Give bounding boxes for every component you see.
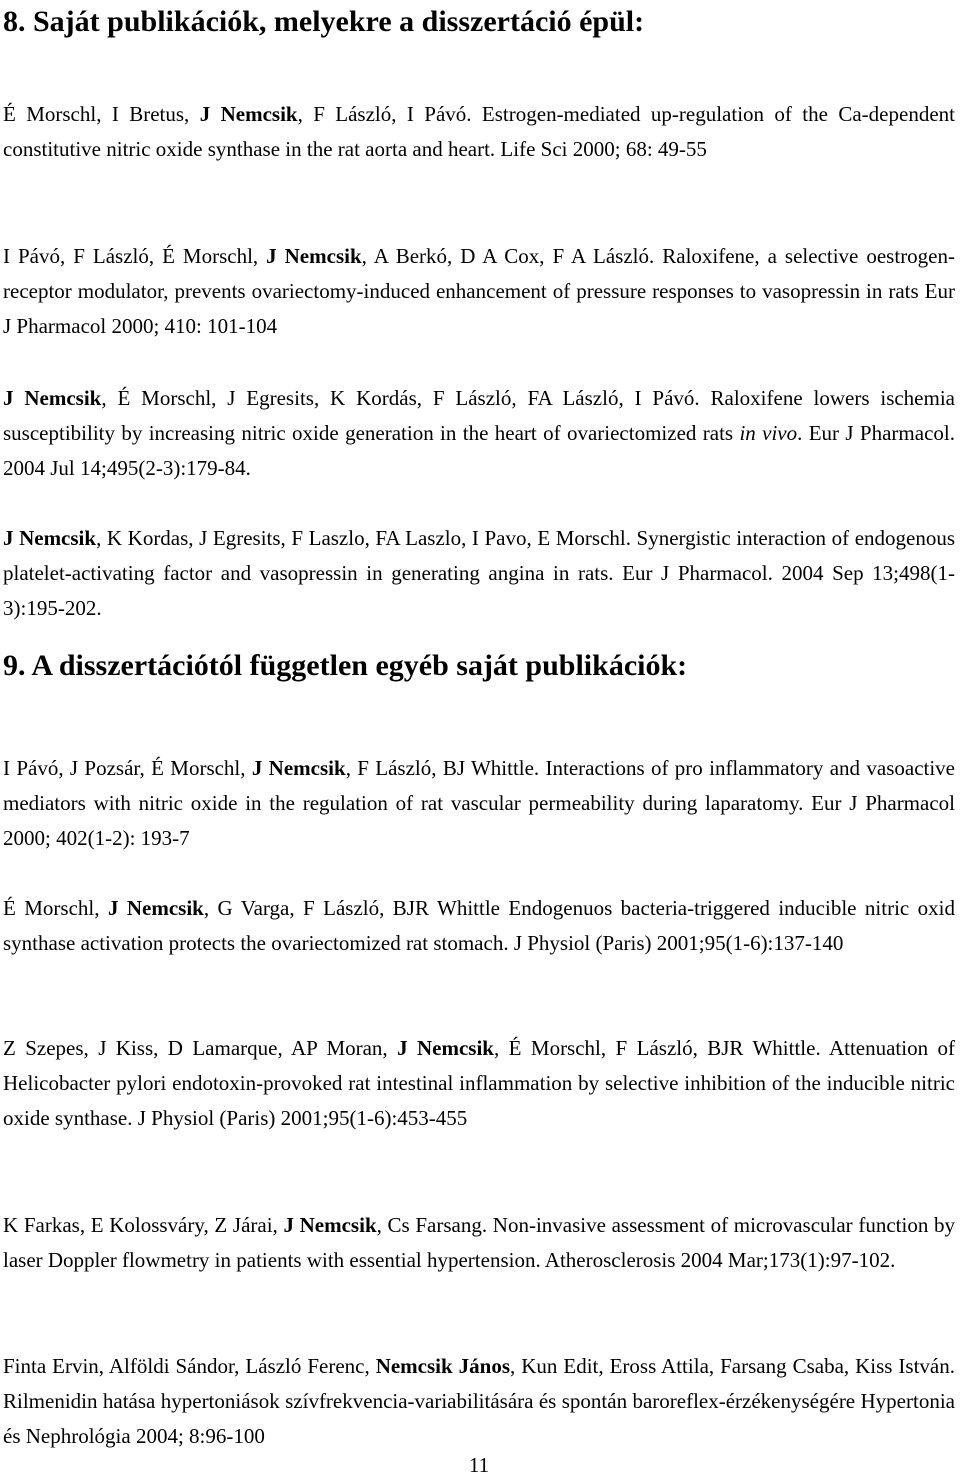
highlighted-author: J Nemcsik [3, 386, 102, 410]
highlighted-author: J Nemcsik [266, 244, 362, 268]
authors: , É Morschl, J Egresits, K Kordás, F László, FA László, I Pávó. [101, 386, 700, 410]
highlighted-author: J Nemcsik [199, 102, 298, 126]
publication-entry [3, 1208, 955, 1278]
authors: , Cs Farsang. [376, 1213, 488, 1237]
publication-entry [3, 97, 955, 167]
publication-entry [3, 751, 955, 856]
authors: I Pávó, J Pozsár, É Morschl, [3, 756, 252, 780]
authors: , G Varga, F László, BJR Whittle [203, 896, 500, 920]
publication-entry [3, 1031, 955, 1136]
citation-text: Synergistic interaction of endogenous platelet-activating factor and vasopressin in generating angina in rats. Eur J Pharmacol. 2004 Sep 13;498(1-3):195-202. [3, 526, 956, 620]
highlighted-author: J Nemcsik [283, 1213, 377, 1237]
publication-entry [3, 381, 955, 486]
publication-entry [3, 1349, 955, 1454]
highlighted-author: J Nemcsik [251, 756, 346, 780]
publication-entry [3, 521, 955, 626]
highlighted-author: J Nemcsik [3, 526, 97, 550]
publication-entry [3, 239, 955, 344]
citation-text: Rilmenidin hatása hypertoniások szívfrekvencia-variabilitására és spontán baroreflex-érzékenységére Hypertonia és Nephrológia 2004; 8:96-100 [3, 1389, 955, 1448]
citation-text: Attenuation of Helicobacter pylori endotoxin-provoked rat intestinal inflammation by selective inhibition of the inducible nitric oxide synthase. J Physiol (Paris) 2001;95(1-6):453-455 [3, 1036, 955, 1130]
citation-text: Interactions of pro inflammatory and vasoactive mediators with nitric oxide in the regulation of rat vascular permeability during laparatomy. Eur J Pharmacol 2000; 402(1-2): 193-7 [3, 756, 956, 850]
citation-text: Estrogen-mediated up-regulation of the Ca-dependent constitutive nitric oxide synthase in the rat aorta and heart. Life Sci 2000; 68: 49-55 [3, 102, 955, 161]
authors: I Pávó, F László, É Morschl, [3, 244, 267, 268]
highlighted-author: Nemcsik János [375, 1354, 510, 1378]
highlighted-author: J Nemcsik [397, 1036, 494, 1060]
authors: Finta Ervin, Alföldi Sándor, László Ferenc, [3, 1354, 376, 1378]
section-9-heading: 9. A disszertációtól független egyéb saját publikációk: [3, 649, 688, 682]
authors: É Morschl, [3, 896, 108, 920]
citation-text: Endogenuos bacteria-triggered inducible nitric oxid synthase activation protects the ovariectomized rat stomach. J Physiol (Paris) 2001;95(1-6):137-140 [3, 896, 955, 955]
authors: , K Kordas, J Egresits, F Laszlo, FA Laszlo, I Pavo, E Morschl. [96, 526, 631, 550]
citation-italic: in vivo [739, 421, 798, 445]
authors: , Kun Edit, Eross Attila, Farsang Csaba, Kiss István. [510, 1354, 955, 1378]
authors: , F László, I Pávó. [297, 102, 472, 126]
authors: K Farkas, E Kolossváry, Z Járai, [3, 1213, 284, 1237]
authors: , A Berkó, D A Cox, F A László. [361, 244, 655, 268]
page-number: 11 [468, 1453, 490, 1477]
citation-text: Raloxifene, a selective oestrogen-receptor modulator, prevents ovariectomy-induced enhancement of pressure responses to vasopressin in rats Eur J Pharmacol 2000; 410: 101-104 [3, 244, 955, 338]
authors: , É Morschl, F László, BJR Whittle. [494, 1036, 821, 1060]
authors: É Morschl, I Bretus, [3, 102, 200, 126]
citation-source: . Eur J Pharmacol. 2004 Jul 14;495(2-3):179-84. [3, 421, 955, 480]
authors: , F László, BJ Whittle. [345, 756, 540, 780]
section-8-heading: 8. Saját publikációk, melyekre a disszertáció épül: [3, 5, 645, 38]
citation-text: Non-invasive assessment of microvascular function by laser Doppler flowmetry in patients with essential hypertension. Atherosclerosis 2004 Mar;173(1):97-102. [3, 1213, 955, 1272]
highlighted-author: J Nemcsik [107, 896, 204, 920]
authors: Z Szepes, J Kiss, D Lamarque, AP Moran, [3, 1036, 398, 1060]
publication-entry [3, 891, 955, 961]
citation-text: Raloxifene lowers ischemia susceptibility by increasing nitric oxide generation in the heart of ovariectomized rats [3, 386, 955, 445]
